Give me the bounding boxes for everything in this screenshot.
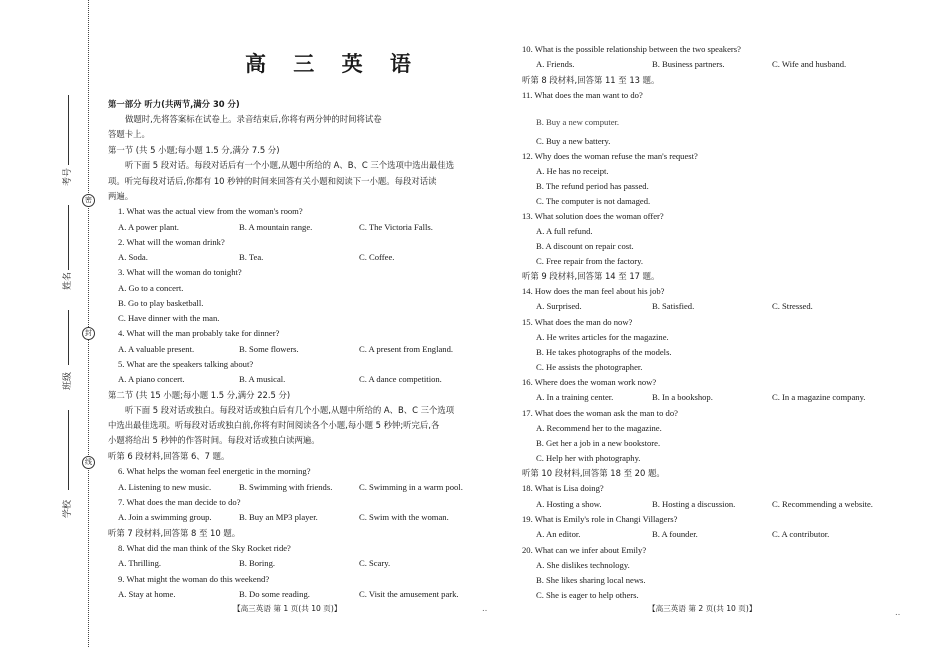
q10-option-a: A. Friends. [536, 59, 575, 69]
q12-option-c: C. The computer is not damaged. [536, 196, 651, 206]
question-20: 20. What can we infer about Emily? [522, 545, 647, 555]
name-line [68, 205, 69, 270]
instructions-line-1: 做题时,先将答案标在试卷上。录音结束后,你将有两分钟的时间将试卷 [125, 114, 382, 124]
q5-option-c: C. A dance competition. [359, 374, 442, 384]
question-14: 14. How does the man feel about his job? [522, 286, 665, 296]
question-17: 17. What does the woman ask the man to do? [522, 408, 678, 418]
q8-option-b: B. Boring. [239, 558, 276, 568]
question-15: 15. What does the man do now? [522, 317, 633, 327]
q16-option-c: C. In a magazine company. [772, 392, 866, 402]
q12-option-a: A. He has no receipt. [536, 166, 609, 176]
seal-xian: 线 [82, 456, 95, 469]
question-18: 18. What is Lisa doing? [522, 483, 604, 493]
question-8: 8. What did the man think of the Sky Rocket ride? [118, 543, 291, 553]
q11-option-c: C. Buy a new battery. [536, 136, 611, 146]
section1-instructions-3: 两遍。 [108, 191, 134, 201]
q5-option-a: A. A piano concert. [118, 374, 185, 384]
question-12: 12. Why does the woman refuse the man's request? [522, 151, 698, 161]
class-line [68, 310, 69, 365]
q1-option-c: C. The Victoria Falls. [359, 222, 433, 232]
part1-heading: 第一部分 听力(共两节,满分 30 分) [108, 99, 240, 109]
q2-option-a: A. Soda. [118, 252, 148, 262]
material-8-heading: 听第 8 段材料,回答第 11 至 13 题。 [522, 75, 660, 85]
binding-dotted-line [88, 0, 89, 647]
page-footer-right: 【高三英语 第 2 页(共 10 页)】 [648, 604, 757, 613]
q2-option-b: B. Tea. [239, 252, 264, 262]
q10-option-c: C. Wife and husband. [772, 59, 847, 69]
seal-mi: 密 [82, 194, 95, 207]
section2-heading: 第二节 (共 15 小题;每小题 1.5 分,满分 22.5 分) [108, 390, 291, 400]
material-7-heading: 听第 7 段材料,回答第 8 至 10 题。 [108, 528, 241, 538]
question-4: 4. What will the man probably take for dinner? [118, 328, 280, 338]
section1-instructions-1: 听下面 5 段对话。每段对话后有一个小题,从题中所给的 A、B、C 三个选项中选出最佳选 [125, 160, 455, 170]
section2-instructions-3: 小题将给出 5 秒钟的作答时间。每段对话或独白读两遍。 [108, 435, 320, 445]
question-1: 1. What was the actual view from the woman's room? [118, 206, 303, 216]
question-3: 3. What will the woman do tonight? [118, 267, 242, 277]
q9-option-a: A. Stay at home. [118, 589, 176, 599]
q14-option-a: A. Surprised. [536, 301, 582, 311]
question-5: 5. What are the speakers talking about? [118, 359, 254, 369]
q7-option-a: A. Join a swimming group. [118, 512, 212, 522]
q17-option-c: C. Help her with photography. [536, 453, 641, 463]
q17-option-b: B. Get her a job in a new bookstore. [536, 438, 661, 448]
question-11: 11. What does the man want to do? [522, 90, 643, 100]
material-6-heading: 听第 6 段材料,回答第 6、7 题。 [108, 451, 230, 461]
question-6: 6. What helps the woman feel energetic in the morning? [118, 466, 311, 476]
q20-option-b: B. She likes sharing local news. [536, 575, 646, 585]
q1-option-a: A. A power plant. [118, 222, 179, 232]
q18-option-a: A. Hosting a show. [536, 499, 602, 509]
q20-option-c: C. She is eager to help others. [536, 590, 639, 600]
q6-option-b: B. Swimming with friends. [239, 482, 333, 492]
q15-option-c: C. He assists the photographer. [536, 362, 643, 372]
instructions-line-2: 答题卡上。 [108, 129, 150, 139]
q3-option-a: A. Go to a concert. [118, 283, 184, 293]
question-9: 9. What might the woman do this weekend? [118, 574, 270, 584]
section1-heading: 第一节 (共 5 小题;每小题 1.5 分,满分 7.5 分) [108, 145, 280, 155]
q7-option-b: B. Buy an MP3 player. [239, 512, 318, 522]
q1-option-b: B. A mountain range. [239, 222, 313, 232]
exam-number-label: 考号 [63, 167, 73, 186]
class-label: 班级 [63, 371, 73, 390]
question-7: 7. What does the man decide to do? [118, 497, 241, 507]
q16-option-b: B. In a bookshop. [652, 392, 713, 402]
q4-option-b: B. Some flowers. [239, 344, 299, 354]
q15-option-a: A. He writes articles for the magazine. [536, 332, 669, 342]
section1-instructions-2: 项。听完每段对话后,你都有 10 秒钟的时间来回答有关小题和阅读下一小题。每段对话读 [108, 176, 437, 186]
q11-option-b: B. Buy a new computer. [536, 117, 620, 127]
q18-option-c: C. Recommending a website. [772, 499, 873, 509]
q19-option-c: C. A contributor. [772, 529, 830, 539]
question-13: 13. What solution does the woman offer? [522, 211, 664, 221]
school-label: 学校 [63, 499, 73, 518]
q12-option-b: B. The refund period has passed. [536, 181, 649, 191]
q15-option-b: B. He takes photographs of the models. [536, 347, 672, 357]
crop-mark-left: ‥ [482, 604, 488, 613]
question-19: 19. What is Emily's role in Changi Villagers? [522, 514, 678, 524]
q9-option-c: C. Visit the amusement park. [359, 589, 459, 599]
q13-option-c: C. Free repair from the factory. [536, 256, 644, 266]
q5-option-b: B. A musical. [239, 374, 286, 384]
q8-option-a: A. Thrilling. [118, 558, 162, 568]
q4-option-c: C. A present from England. [359, 344, 454, 354]
section2-instructions-1: 听下面 5 段对话或独白。每段对话或独白后有几个小题,从题中所给的 A、B、C 三个选项 [125, 405, 455, 415]
school-line [68, 410, 69, 490]
q20-option-a: A. She dislikes technology. [536, 560, 630, 570]
crop-mark-right: ‥ [895, 608, 901, 617]
question-16: 16. Where does the woman work now? [522, 377, 657, 387]
seal-feng: 封 [82, 327, 95, 340]
q13-option-a: A. A full refund. [536, 226, 593, 236]
q2-option-c: C. Coffee. [359, 252, 395, 262]
q6-option-c: C. Swimming in a warm pool. [359, 482, 463, 492]
binding-margin [0, 0, 100, 647]
question-2: 2. What will the woman drink? [118, 237, 225, 247]
q19-option-a: A. An editor. [536, 529, 581, 539]
q13-option-b: B. A discount on repair cost. [536, 241, 634, 251]
page-title: 高 三 英 语 [245, 51, 421, 76]
q7-option-c: C. Swim with the woman. [359, 512, 449, 522]
material-10-heading: 听第 10 段材料,回答第 18 至 20 题。 [522, 468, 665, 478]
q16-option-a: A. In a training center. [536, 392, 614, 402]
section2-instructions-2: 中选出最佳选项。听每段对话或独白前,你将有时间阅读各个小题,每小题 5 秒钟;听完后,各 [108, 420, 440, 430]
q3-option-b: B. Go to play basketball. [118, 298, 204, 308]
q3-option-c: C. Have dinner with the man. [118, 313, 220, 323]
q8-option-c: C. Scary. [359, 558, 391, 568]
q14-option-c: C. Stressed. [772, 301, 813, 311]
name-label: 姓名 [63, 271, 73, 290]
q6-option-a: A. Listening to new music. [118, 482, 212, 492]
q17-option-a: A. Recommend her to the magazine. [536, 423, 662, 433]
q18-option-b: B. Hosting a discussion. [652, 499, 736, 509]
q9-option-b: B. Do some reading. [239, 589, 310, 599]
q14-option-b: B. Satisfied. [652, 301, 695, 311]
page-footer-left: 【高三英语 第 1 页(共 10 页)】 [233, 604, 342, 613]
question-10: 10. What is the possible relationship between the two speakers? [522, 44, 741, 54]
material-9-heading: 听第 9 段材料,回答第 14 至 17 题。 [522, 271, 660, 281]
q11-option-b-clipped [522, 117, 722, 129]
q10-option-b: B. Business partners. [652, 59, 725, 69]
exam-number-line [68, 95, 69, 165]
q4-option-a: A. A valuable present. [118, 344, 195, 354]
q19-option-b: B. A founder. [652, 529, 698, 539]
